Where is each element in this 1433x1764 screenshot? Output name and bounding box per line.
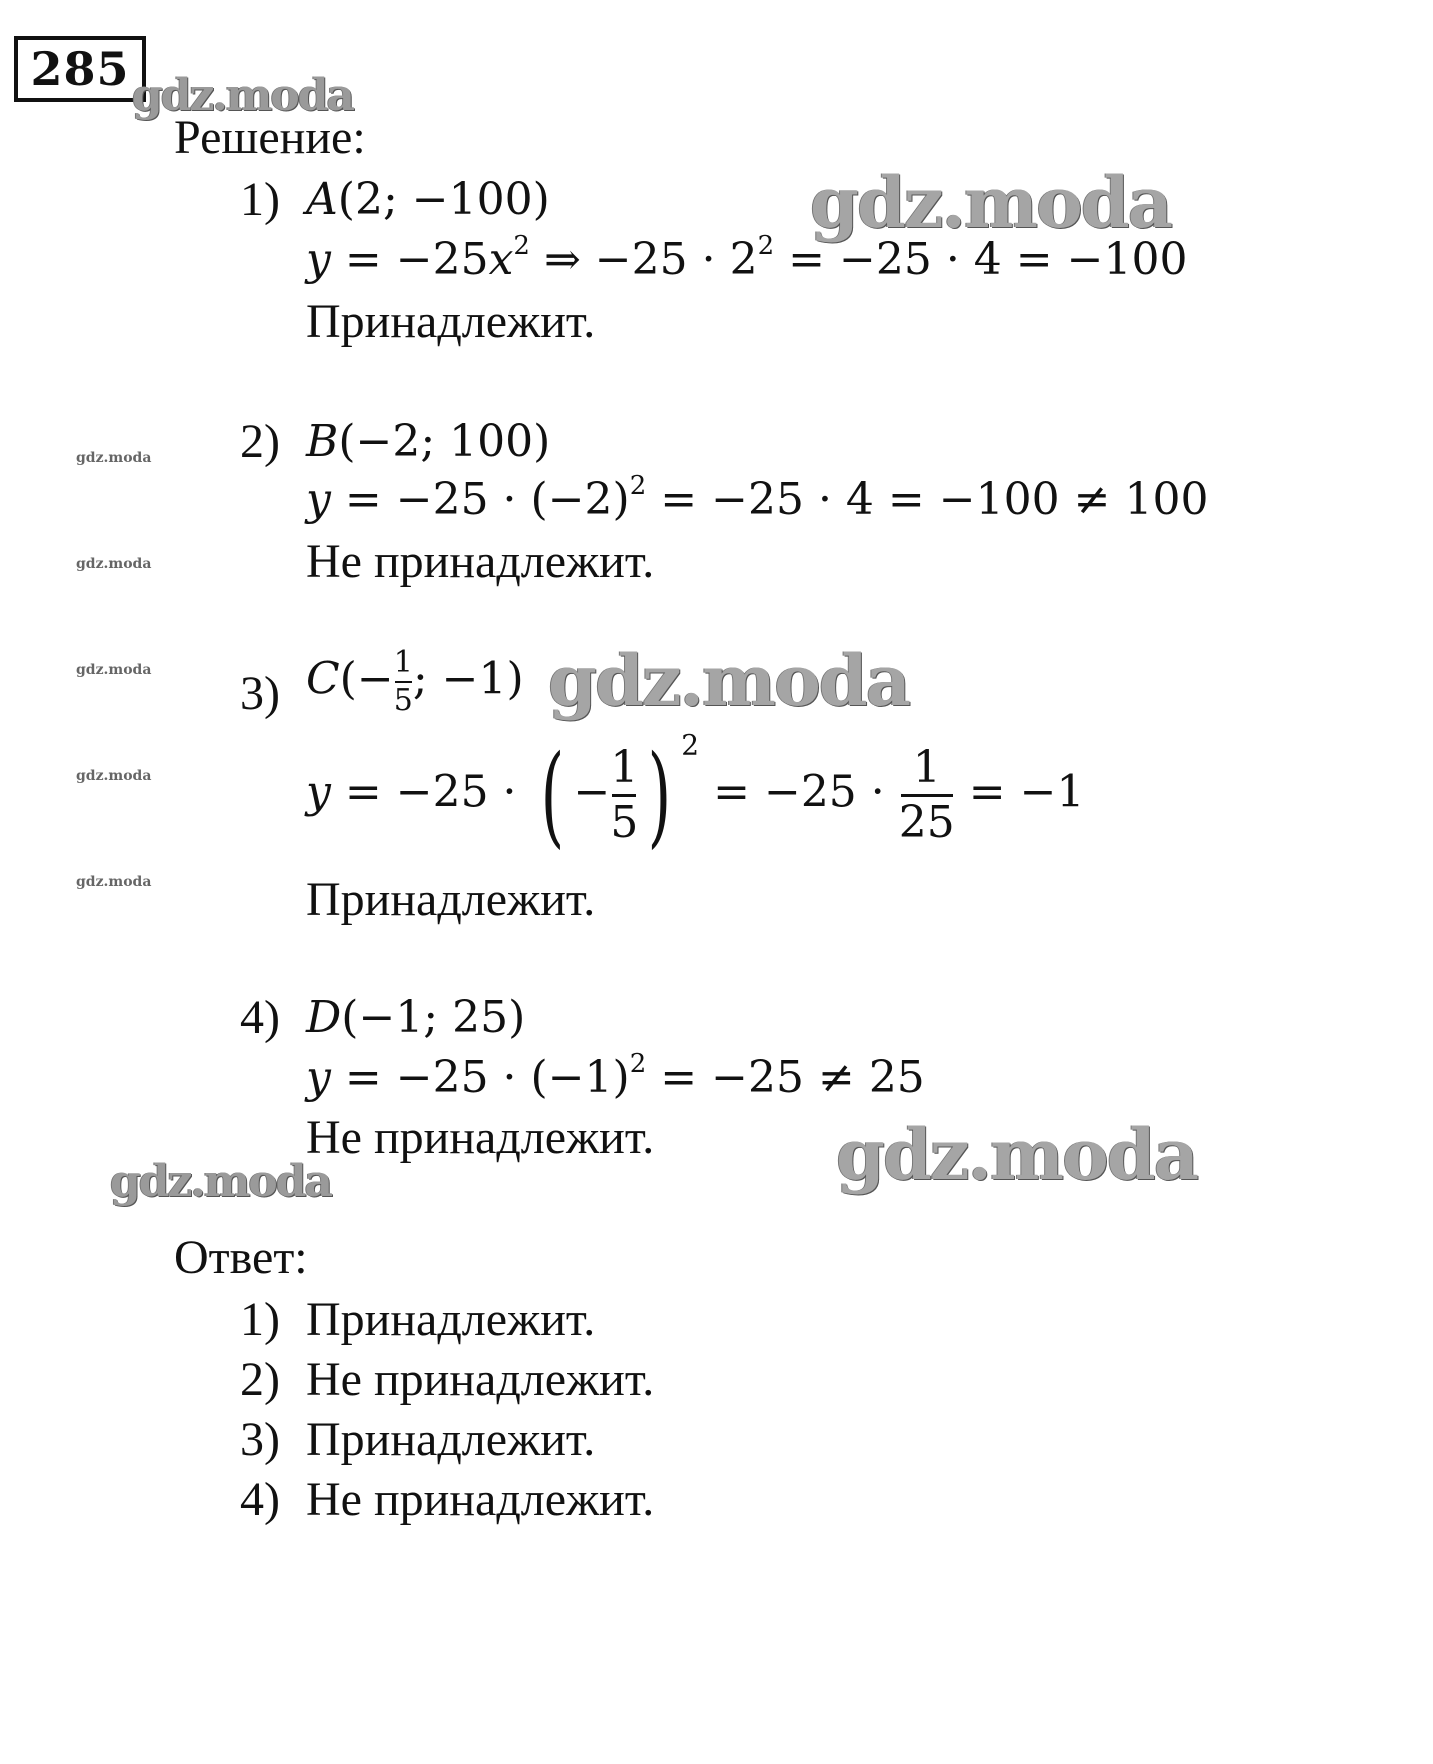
verdict-4: Не принадлежит. bbox=[306, 1111, 655, 1164]
answer-number: 1) bbox=[240, 1293, 280, 1346]
left-paren: ( bbox=[540, 731, 564, 859]
point-letter: B bbox=[306, 416, 339, 467]
calculation-1: $y = -25x^2$ ⇒ $-25 \cdot 2^2 = -25 \cdot 4 = -100$ bbox=[306, 231, 1188, 285]
point-d bbox=[306, 990, 525, 1046]
answer-number: 4) bbox=[240, 1473, 280, 1526]
item-number: 1) bbox=[240, 173, 280, 226]
point-letter: C bbox=[306, 653, 340, 705]
y-variable: y bbox=[306, 1052, 331, 1103]
right-paren: ) bbox=[648, 731, 672, 859]
item-number: 4) bbox=[240, 991, 280, 1044]
watermark-logo: gdz.moda bbox=[76, 556, 152, 572]
verdict-2: Не принадлежит. bbox=[306, 535, 655, 588]
verdict-1: Принадлежит. bbox=[306, 295, 596, 348]
verdict-3: Принадлежит. bbox=[306, 873, 596, 926]
calculation-4: $y = -25 \cdot (-1)^2 = -25 \ne 25$ bbox=[306, 1049, 925, 1103]
answer-heading: Ответ: bbox=[174, 1231, 308, 1284]
watermark-logo: gdz.moda bbox=[76, 874, 152, 890]
answer-text: Принадлежит. bbox=[306, 1293, 596, 1346]
item-number: 2) bbox=[240, 415, 280, 468]
point-coords: (2; −100) bbox=[337, 174, 550, 225]
fraction: $\frac{1}{5}$ bbox=[610, 741, 639, 848]
answer-text: Не принадлежит. bbox=[306, 1473, 655, 1526]
point-c: C(− $\frac{1}{5}$ ; −1) bbox=[306, 645, 524, 718]
calculation-2: $y = -25 \cdot (-2)^2 = -25 \cdot 4 = -100 \ne 100$ bbox=[306, 471, 1209, 525]
watermark-logo: gdz.moda bbox=[810, 161, 1172, 244]
watermark-logo: gdz.moda bbox=[76, 768, 152, 784]
fraction: $\frac{1}{25}$ bbox=[898, 741, 955, 848]
y-variable: y bbox=[306, 474, 331, 525]
answer-text: Не принадлежит. bbox=[306, 1353, 655, 1406]
watermark-logo: gdz.moda bbox=[132, 70, 354, 121]
watermark-logo: gdz.moda bbox=[548, 639, 910, 722]
point-coords: (−1; 25) bbox=[341, 992, 526, 1043]
y-variable: y bbox=[306, 766, 331, 818]
problem-number: 285 bbox=[14, 36, 146, 102]
watermark-logo: gdz.moda bbox=[110, 1156, 332, 1207]
point-letter: D bbox=[306, 992, 342, 1043]
solution-heading: Решение: bbox=[174, 111, 366, 164]
y-variable: y bbox=[306, 234, 331, 285]
point-a bbox=[306, 172, 550, 228]
watermark-logo: gdz.moda bbox=[76, 662, 152, 678]
watermark-logo: gdz.moda bbox=[76, 450, 152, 466]
point-coords: (−2; 100) bbox=[338, 416, 551, 467]
item-number: 3) bbox=[240, 667, 280, 720]
fraction: $\frac{1}{5}$ bbox=[393, 645, 413, 718]
calculation-3: y = −25 · ( − $\frac{1}{5}$ ) $^2$ = −25 · $\frac{1}{25}$ = −1 bbox=[306, 728, 1085, 859]
answer-text: Принадлежит. bbox=[306, 1413, 596, 1466]
answer-number: 2) bbox=[240, 1353, 280, 1406]
point-letter: A bbox=[306, 174, 338, 225]
watermark-logo: gdz.moda bbox=[836, 1113, 1198, 1196]
answer-number: 3) bbox=[240, 1413, 280, 1466]
point-b bbox=[306, 414, 550, 470]
